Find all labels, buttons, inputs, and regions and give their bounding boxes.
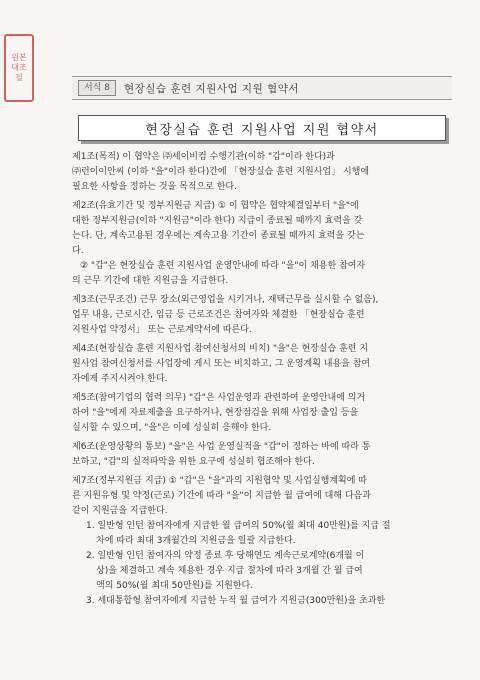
- text-line: 업무 내용, 근로시간, 임금 등 근로조건은 참여자와 체결한 「현장실습 훈련: [72, 310, 365, 320]
- header-title: 현장실습 훈련 지원사업 지원 협약서: [123, 82, 299, 95]
- text-line: 제2조(유효기간 및 정부지원금 지급) ① 이 협약은 협약체결일부터 "을"에: [72, 201, 359, 211]
- text-line: 의 근무 기간에 대한 지원금을 지급한다.: [72, 276, 229, 286]
- article-4: [72, 342, 448, 387]
- seal-stamp: 원본 대조 필: [4, 34, 34, 102]
- text-line: 제7조(정부지원금 지급) ① "갑"은 "을"과의 지원협약 및 사업실행계획에 따: [72, 476, 368, 486]
- article-3: [72, 293, 448, 338]
- text-line: 지원사업 약정서」 또는 근로계약서에 따른다.: [72, 325, 252, 335]
- text-line: 다.: [72, 246, 84, 256]
- article-1: [72, 150, 448, 195]
- text-line: 3. 세대통합형 참여자에게 지급한 누적 월 급여가 지원금(300만원)을 초과한: [86, 596, 386, 606]
- text-line: 보하고, "갑"의 실적파악을 위한 요구에 성실히 협조해야 한다.: [72, 457, 315, 467]
- article-7: [72, 474, 448, 609]
- text-line: 필요한 사항을 정하는 것을 목적으로 한다.: [72, 182, 237, 192]
- text-line: 실시할 수 있으며, "을"은 이에 성실히 응해야 한다.: [72, 423, 272, 433]
- text-line: 1. 일반형 인턴 참여자에게 지급한 월 급여의 50%(월 최대 40만원)를 지급 절: [86, 521, 391, 531]
- text-line: 제1조(목적) 이 협약은 ㈜세이비컴 수행기관(이하 "갑"이라 한다)과: [72, 152, 335, 162]
- form-number-tag: 서식 8: [78, 80, 116, 96]
- text-line: 제5조(참여기업의 협력 의무) "갑"은 사업운영과 관련하여 운영안내에 의거: [72, 393, 366, 403]
- text-line: 차에 따라 최대 3개월간의 지원금을 일괄 지급한다.: [96, 536, 296, 546]
- text-line: ② "갑"은 현장실습 훈련 지원사업 운영안내에 따라 "을"이 채용한 참여자: [80, 261, 366, 271]
- text-line: 대한 정부지원금(이하 "지원금"이라 한다) 지급이 종료될 때까지 효력을 갖: [72, 216, 363, 226]
- text-line: 제6조(운영상황의 통보) "을"은 사업 운영실적을 "갑"이 정하는 바에 따라 통: [72, 442, 371, 452]
- text-line: 는다. 단, 계속고용된 경우에는 계속고용 기간이 종료될 때까지 효력을 갖는: [72, 231, 365, 241]
- article-5: [72, 391, 448, 436]
- text-line: 른 지원유형 및 약정(근로) 기간에 따라 "을"이 지급한 월 급여에 대해 다음과: [72, 491, 371, 501]
- text-line: 제3조(근무조건) 근무 장소(외근영업을 시키거나, 재택근무를 실시할 수 없음),: [72, 295, 379, 305]
- article-2: [72, 199, 448, 289]
- text-line: 원사업 참여신청서를 사업장에 게시 또는 비치하고, 그 운영계획 내용을 참여: [72, 359, 371, 369]
- article-6: [72, 440, 448, 470]
- text-line: 2. 일반형 인턴 참여자의 약정 종료 후 당해연도 계속근로계약(6개월 이: [86, 551, 365, 561]
- text-line: 하여 "을"에게 자료제출을 요구하거나, 현장점검을 위해 사업장 출입 등을: [72, 408, 359, 418]
- text-line: ㈜런이이안씨 (이하 "을"이라 한다)간에 「현장실습 훈련 지원사업」 시행에: [72, 167, 370, 177]
- document-title: 현장실습 훈련 지원사업 지원 협약서: [78, 115, 446, 141]
- text-line: 제4조(현장실습 훈련 지원사업 참여신청서의 비치) "을"은 현장실습 훈련 지: [72, 344, 369, 354]
- text-line: 액의 50%(월 최대 50만원)를 지원한다.: [96, 581, 254, 591]
- text-line: 상)을 체결하고 계속 채용한 경우 지급 절차에 따라 3개월 간 월 급여: [96, 566, 363, 576]
- text-line: 같이 지원금을 지급한다.: [72, 506, 168, 516]
- document-body: [72, 150, 448, 613]
- form-header: [72, 76, 452, 100]
- text-line: 자에게 주지시켜야 한다.: [72, 374, 168, 384]
